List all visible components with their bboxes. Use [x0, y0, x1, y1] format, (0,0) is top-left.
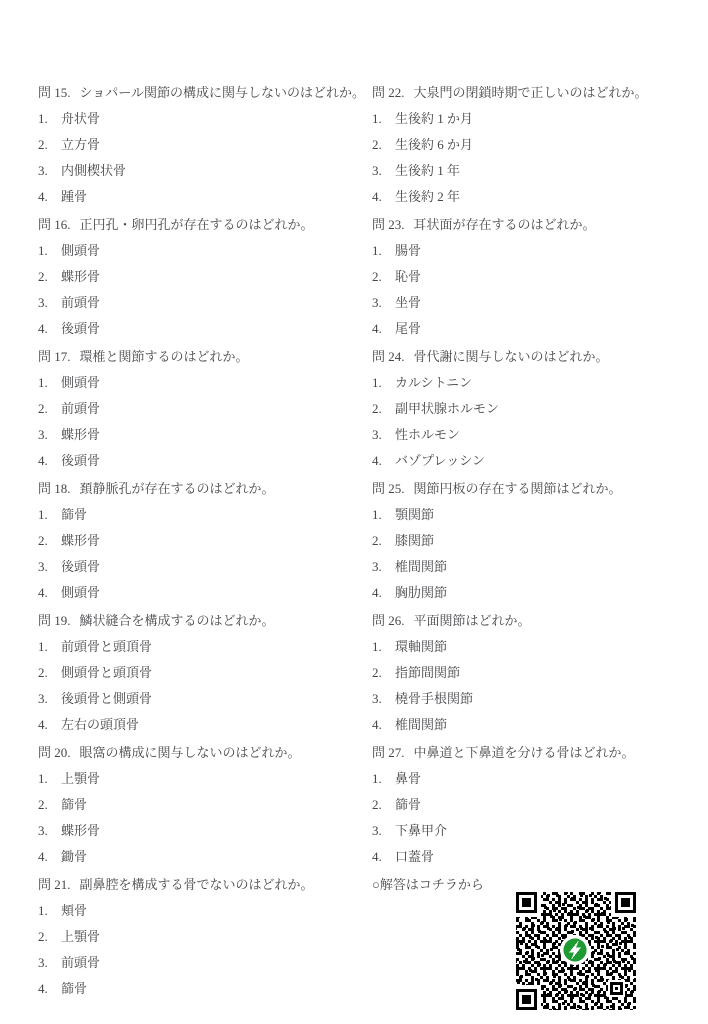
option-label: 副甲状腺ホルモン [395, 401, 500, 416]
option-label: 生後約 1 か月 [395, 111, 474, 126]
option-number: 1. [38, 111, 48, 126]
question-number: 問 24. [372, 349, 405, 364]
answer-note: ○解答はコチラから [372, 877, 484, 892]
option-line [372, 396, 704, 422]
question-block [372, 212, 704, 342]
option-label: 側頭骨 [61, 375, 101, 390]
option-number: 2. [38, 929, 48, 944]
option-number: 2. [372, 269, 382, 284]
option-label: 指節間関節 [395, 665, 461, 680]
option-label: 篩骨 [61, 507, 88, 522]
option-label: 生後約 6 か月 [395, 137, 474, 152]
option-line [38, 316, 364, 342]
question-line [372, 740, 704, 766]
option-label: 前頭骨 [61, 295, 101, 310]
option-number: 2. [372, 401, 382, 416]
question-number: 問 21. [38, 877, 71, 892]
option-line [372, 580, 704, 606]
option-line [38, 396, 364, 422]
question-block [38, 740, 364, 870]
option-label: 生後約 2 年 [395, 189, 461, 204]
option-number: 1. [38, 639, 48, 654]
option-number: 3. [38, 559, 48, 574]
option-line [372, 844, 704, 870]
option-line [38, 898, 364, 924]
option-line [38, 184, 364, 210]
option-line [372, 264, 704, 290]
question-column-right [372, 80, 704, 872]
question-line [372, 608, 704, 634]
option-number: 4. [372, 321, 382, 336]
option-line [38, 422, 364, 448]
option-label: 前頭骨 [61, 955, 101, 970]
option-number: 1. [372, 771, 382, 786]
question-block [38, 608, 364, 738]
option-line [38, 528, 364, 554]
option-line [372, 792, 704, 818]
option-line [372, 106, 704, 132]
option-label: 蝶形骨 [61, 823, 101, 838]
option-line [38, 976, 364, 1002]
option-number: 3. [38, 163, 48, 178]
question-line [38, 872, 364, 898]
option-line [372, 712, 704, 738]
option-line [372, 502, 704, 528]
question-number: 問 26. [372, 613, 405, 628]
option-line [38, 448, 364, 474]
question-line [38, 212, 364, 238]
option-label: 後頭骨と側頭骨 [61, 691, 153, 706]
option-label: 尾骨 [395, 321, 422, 336]
option-label: 頬骨 [61, 903, 88, 918]
option-line [372, 448, 704, 474]
option-label: 前頭骨と頭頂骨 [61, 639, 153, 654]
option-label: 顎関節 [395, 507, 435, 522]
option-label: 鼻骨 [395, 771, 422, 786]
option-line [372, 686, 704, 712]
option-number: 3. [38, 295, 48, 310]
question-line [38, 740, 364, 766]
option-label: 性ホルモン [395, 427, 461, 442]
option-number: 3. [38, 823, 48, 838]
option-label: バゾプレッシン [395, 453, 486, 468]
option-number: 2. [38, 665, 48, 680]
question-text: 関節円板の存在する関節はどれか。 [413, 481, 622, 496]
option-number: 4. [38, 453, 48, 468]
option-line [38, 792, 364, 818]
option-label: 前頭骨 [61, 401, 101, 416]
question-block [38, 80, 364, 210]
option-number: 3. [372, 559, 382, 574]
question-line [38, 608, 364, 634]
option-number: 1. [38, 507, 48, 522]
option-number: 1. [38, 243, 48, 258]
option-number: 2. [372, 137, 382, 152]
option-number: 1. [372, 639, 382, 654]
option-number: 4. [38, 585, 48, 600]
option-label: 立方骨 [61, 137, 101, 152]
option-label: 蝶形骨 [61, 533, 101, 548]
option-line [372, 238, 704, 264]
option-number: 1. [38, 375, 48, 390]
option-number: 2. [38, 401, 48, 416]
option-line [38, 686, 364, 712]
option-number: 1. [38, 771, 48, 786]
option-label: 恥骨 [395, 269, 422, 284]
question-block [372, 344, 704, 474]
option-number: 3. [372, 691, 382, 706]
option-number: 3. [38, 691, 48, 706]
option-line [38, 264, 364, 290]
question-line [372, 344, 704, 370]
option-line [38, 132, 364, 158]
option-number: 2. [38, 533, 48, 548]
option-number: 2. [372, 797, 382, 812]
option-label: 上顎骨 [61, 771, 101, 786]
option-line [38, 634, 364, 660]
option-label: 篩骨 [395, 797, 422, 812]
question-text: 大泉門の閉鎖時期で正しいのはどれか。 [413, 85, 648, 100]
question-number: 問 22. [372, 85, 405, 100]
option-number: 4. [38, 849, 48, 864]
option-number: 1. [372, 111, 382, 126]
option-number: 4. [38, 189, 48, 204]
option-label: 椎間関節 [395, 559, 448, 574]
option-label: 口蓋骨 [395, 849, 435, 864]
option-line [38, 844, 364, 870]
question-number: 問 23. [372, 217, 405, 232]
question-block [372, 608, 704, 738]
option-line [372, 422, 704, 448]
option-label: 生後約 1 年 [395, 163, 461, 178]
option-line [372, 660, 704, 686]
option-label: 椎間関節 [395, 717, 448, 732]
question-number: 問 18. [38, 481, 71, 496]
option-label: 上顎骨 [61, 929, 101, 944]
question-block [372, 740, 704, 870]
option-line [372, 370, 704, 396]
question-line [372, 212, 704, 238]
option-label: 胸肋関節 [395, 585, 448, 600]
option-line [372, 316, 704, 342]
option-number: 2. [372, 665, 382, 680]
option-line [372, 132, 704, 158]
option-label: 篩骨 [61, 797, 88, 812]
option-line [38, 950, 364, 976]
question-text: 中鼻道と下鼻道を分ける骨はどれか。 [413, 745, 635, 760]
option-line [38, 818, 364, 844]
question-number: 問 19. [38, 613, 71, 628]
option-number: 1. [372, 243, 382, 258]
option-line [38, 580, 364, 606]
option-number: 4. [38, 981, 48, 996]
option-label: 鋤骨 [61, 849, 88, 864]
option-label: 坐骨 [395, 295, 422, 310]
option-number: 3. [372, 295, 382, 310]
option-label: 環軸関節 [395, 639, 448, 654]
option-line [372, 634, 704, 660]
question-block [372, 476, 704, 606]
option-label: 橈骨手根関節 [395, 691, 474, 706]
option-number: 1. [38, 903, 48, 918]
question-line [372, 80, 704, 106]
option-line [38, 238, 364, 264]
question-block [38, 872, 364, 1002]
option-number: 4. [372, 717, 382, 732]
option-number: 4. [38, 717, 48, 732]
option-line [372, 818, 704, 844]
question-block [372, 80, 704, 210]
option-number: 3. [372, 427, 382, 442]
option-label: 篩骨 [61, 981, 88, 996]
question-text: 平面関節はどれか。 [413, 613, 531, 628]
qr-logo-bolt-icon [560, 935, 590, 965]
option-label: 踵骨 [61, 189, 88, 204]
option-label: 内側楔状骨 [61, 163, 127, 178]
question-line [38, 476, 364, 502]
option-number: 3. [372, 163, 382, 178]
question-line [38, 344, 364, 370]
question-text: 正円孔・卵円孔が存在するのはどれか。 [79, 217, 314, 232]
option-number: 1. [372, 507, 382, 522]
option-label: 側頭骨 [61, 243, 101, 258]
option-line [38, 290, 364, 316]
option-line [372, 528, 704, 554]
option-line [38, 766, 364, 792]
option-line [372, 184, 704, 210]
option-number: 3. [372, 823, 382, 838]
option-label: 側頭骨と頭頂骨 [61, 665, 153, 680]
option-number: 1. [372, 375, 382, 390]
question-text: 眼窩の構成に関与しないのはどれか。 [79, 745, 301, 760]
option-line [38, 370, 364, 396]
option-number: 2. [38, 269, 48, 284]
option-line [38, 106, 364, 132]
option-number: 3. [38, 955, 48, 970]
question-line [38, 80, 364, 106]
question-number: 問 27. [372, 745, 405, 760]
option-number: 4. [372, 849, 382, 864]
option-label: 舟状骨 [61, 111, 101, 126]
option-line [372, 766, 704, 792]
question-text: ショパール関節の構成に関与しないのはどれか。 [79, 85, 365, 100]
question-number: 問 25. [372, 481, 405, 496]
option-number: 2. [38, 137, 48, 152]
option-label: 蝶形骨 [61, 269, 101, 284]
question-block [38, 344, 364, 474]
option-label: 左右の頭頂骨 [61, 717, 140, 732]
option-number: 4. [38, 321, 48, 336]
option-line [38, 158, 364, 184]
question-number: 問 15. [38, 85, 71, 100]
question-number: 問 17. [38, 349, 71, 364]
option-label: 腸骨 [395, 243, 422, 258]
option-line [38, 712, 364, 738]
option-label: 下鼻甲介 [395, 823, 448, 838]
option-line [38, 554, 364, 580]
question-text: 環椎と関節するのはどれか。 [79, 349, 249, 364]
option-line [38, 660, 364, 686]
option-label: 膝関節 [395, 533, 435, 548]
option-line [372, 554, 704, 580]
question-line [372, 476, 704, 502]
option-number: 4. [372, 585, 382, 600]
option-label: 後頭骨 [61, 453, 101, 468]
question-text: 耳状面が存在するのはどれか。 [413, 217, 596, 232]
option-number: 2. [38, 797, 48, 812]
question-text: 鱗状縫合を構成するのはどれか。 [79, 613, 275, 628]
question-block [38, 212, 364, 342]
question-number: 問 20. [38, 745, 71, 760]
option-label: カルシトニン [395, 375, 473, 390]
option-line [372, 290, 704, 316]
option-line [372, 158, 704, 184]
option-line [38, 502, 364, 528]
qr-code [516, 892, 636, 1010]
option-label: 蝶形骨 [61, 427, 101, 442]
option-label: 側頭骨 [61, 585, 101, 600]
option-number: 4. [372, 453, 382, 468]
question-text: 副鼻腔を構成する骨でないのはどれか。 [79, 877, 314, 892]
question-number: 問 16. [38, 217, 71, 232]
question-text: 頚静脈孔が存在するのはどれか。 [79, 481, 275, 496]
option-number: 2. [372, 533, 382, 548]
question-column-left [38, 80, 364, 1004]
question-text: 骨代謝に関与しないのはどれか。 [413, 349, 609, 364]
question-block [38, 476, 364, 606]
option-number: 3. [38, 427, 48, 442]
option-line [38, 924, 364, 950]
option-number: 4. [372, 189, 382, 204]
option-label: 後頭骨 [61, 559, 101, 574]
option-label: 後頭骨 [61, 321, 101, 336]
